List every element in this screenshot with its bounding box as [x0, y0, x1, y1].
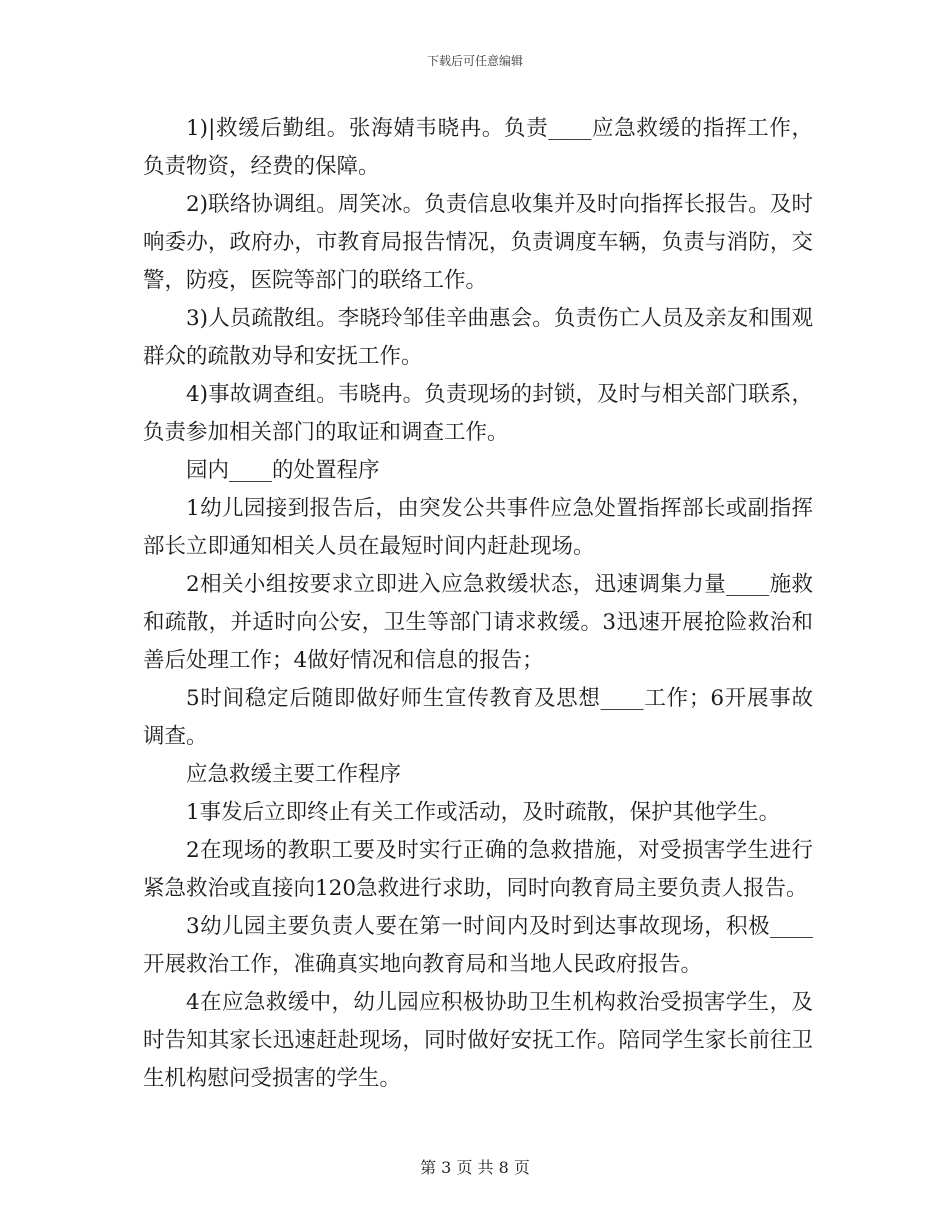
- paragraph-rescue-4: 4在应急救缓中，幼儿园应积极协助卫生机构救治受损害学生，及时告知其家长迅速赶赴现场，同时做好安抚工作。陪同学生家长前往卫生机构慰问受损害的学生。: [143, 990, 813, 1091]
- section-heading-procedure: 园内____的处置程序: [186, 458, 380, 483]
- paragraph-logistics-group: 1)|救缓后勤组。张海婧韦晓冉。负责____应急救缓的指挥工作，负责物资，经费的保障。: [143, 116, 813, 179]
- section-heading-rescue: 应急救缓主要工作程序: [186, 762, 402, 787]
- paragraph-rescue-3: 3幼儿园主要负责人要在第一时间内及时到达事故现场，积极____开展救治工作，准确真实地向教育局和当地人民政府报告。: [143, 914, 813, 977]
- paragraph-procedure-5: 5时间稳定后随即做好师生宣传教育及思想____工作；6开展事故调查。: [143, 686, 813, 749]
- paragraph-liaison-group: 2)联络协调组。周笑冰。负责信息收集并及时向指挥长报告。及时响委办，政府办，市教育局报告情况，负责调度车辆，负责与消防，交警，防疫，医院等部门的联络工作。: [143, 192, 813, 293]
- page-number: 第 3 页 共 8 页: [420, 1158, 530, 1177]
- paragraph-procedure-1: 1幼儿园接到报告后，由突发公共事件应急处置指挥部长或副指挥部长立即通知相关人员在最短时间内赶赴现场。: [143, 496, 813, 559]
- paragraph-rescue-2: 2在现场的教职工要及时实行正确的急救措施，对受损害学生进行紧急救治或直接向120急救进行求助，同时向教育局主要负责人报告。: [143, 838, 813, 901]
- document-body: [143, 110, 813, 1098]
- page-header: 下载后可任意编辑: [426, 54, 523, 68]
- paragraph-evacuation-group: 3)人员疏散组。李晓玲邹佳辛曲惠会。负责伤亡人员及亲友和围观群众的疏散劝导和安抚工作。: [143, 306, 813, 369]
- paragraph-procedure-2: 2相关小组按要求立即进入应急救缓状态，迅速调集力量____施救和疏散，并适时向公安，卫生等部门请求救缓。3迅速开展抢险救治和善后处理工作；4做好情况和信息的报告；: [143, 572, 813, 673]
- paragraph-rescue-1: 1事发后立即终止有关工作或活动，及时疏散，保护其他学生。: [186, 800, 781, 825]
- paragraph-investigation-group: 4)事故调查组。韦晓冉。负责现场的封锁，及时与相关部门联系，负责参加相关部门的取证和调查工作。: [143, 382, 813, 445]
